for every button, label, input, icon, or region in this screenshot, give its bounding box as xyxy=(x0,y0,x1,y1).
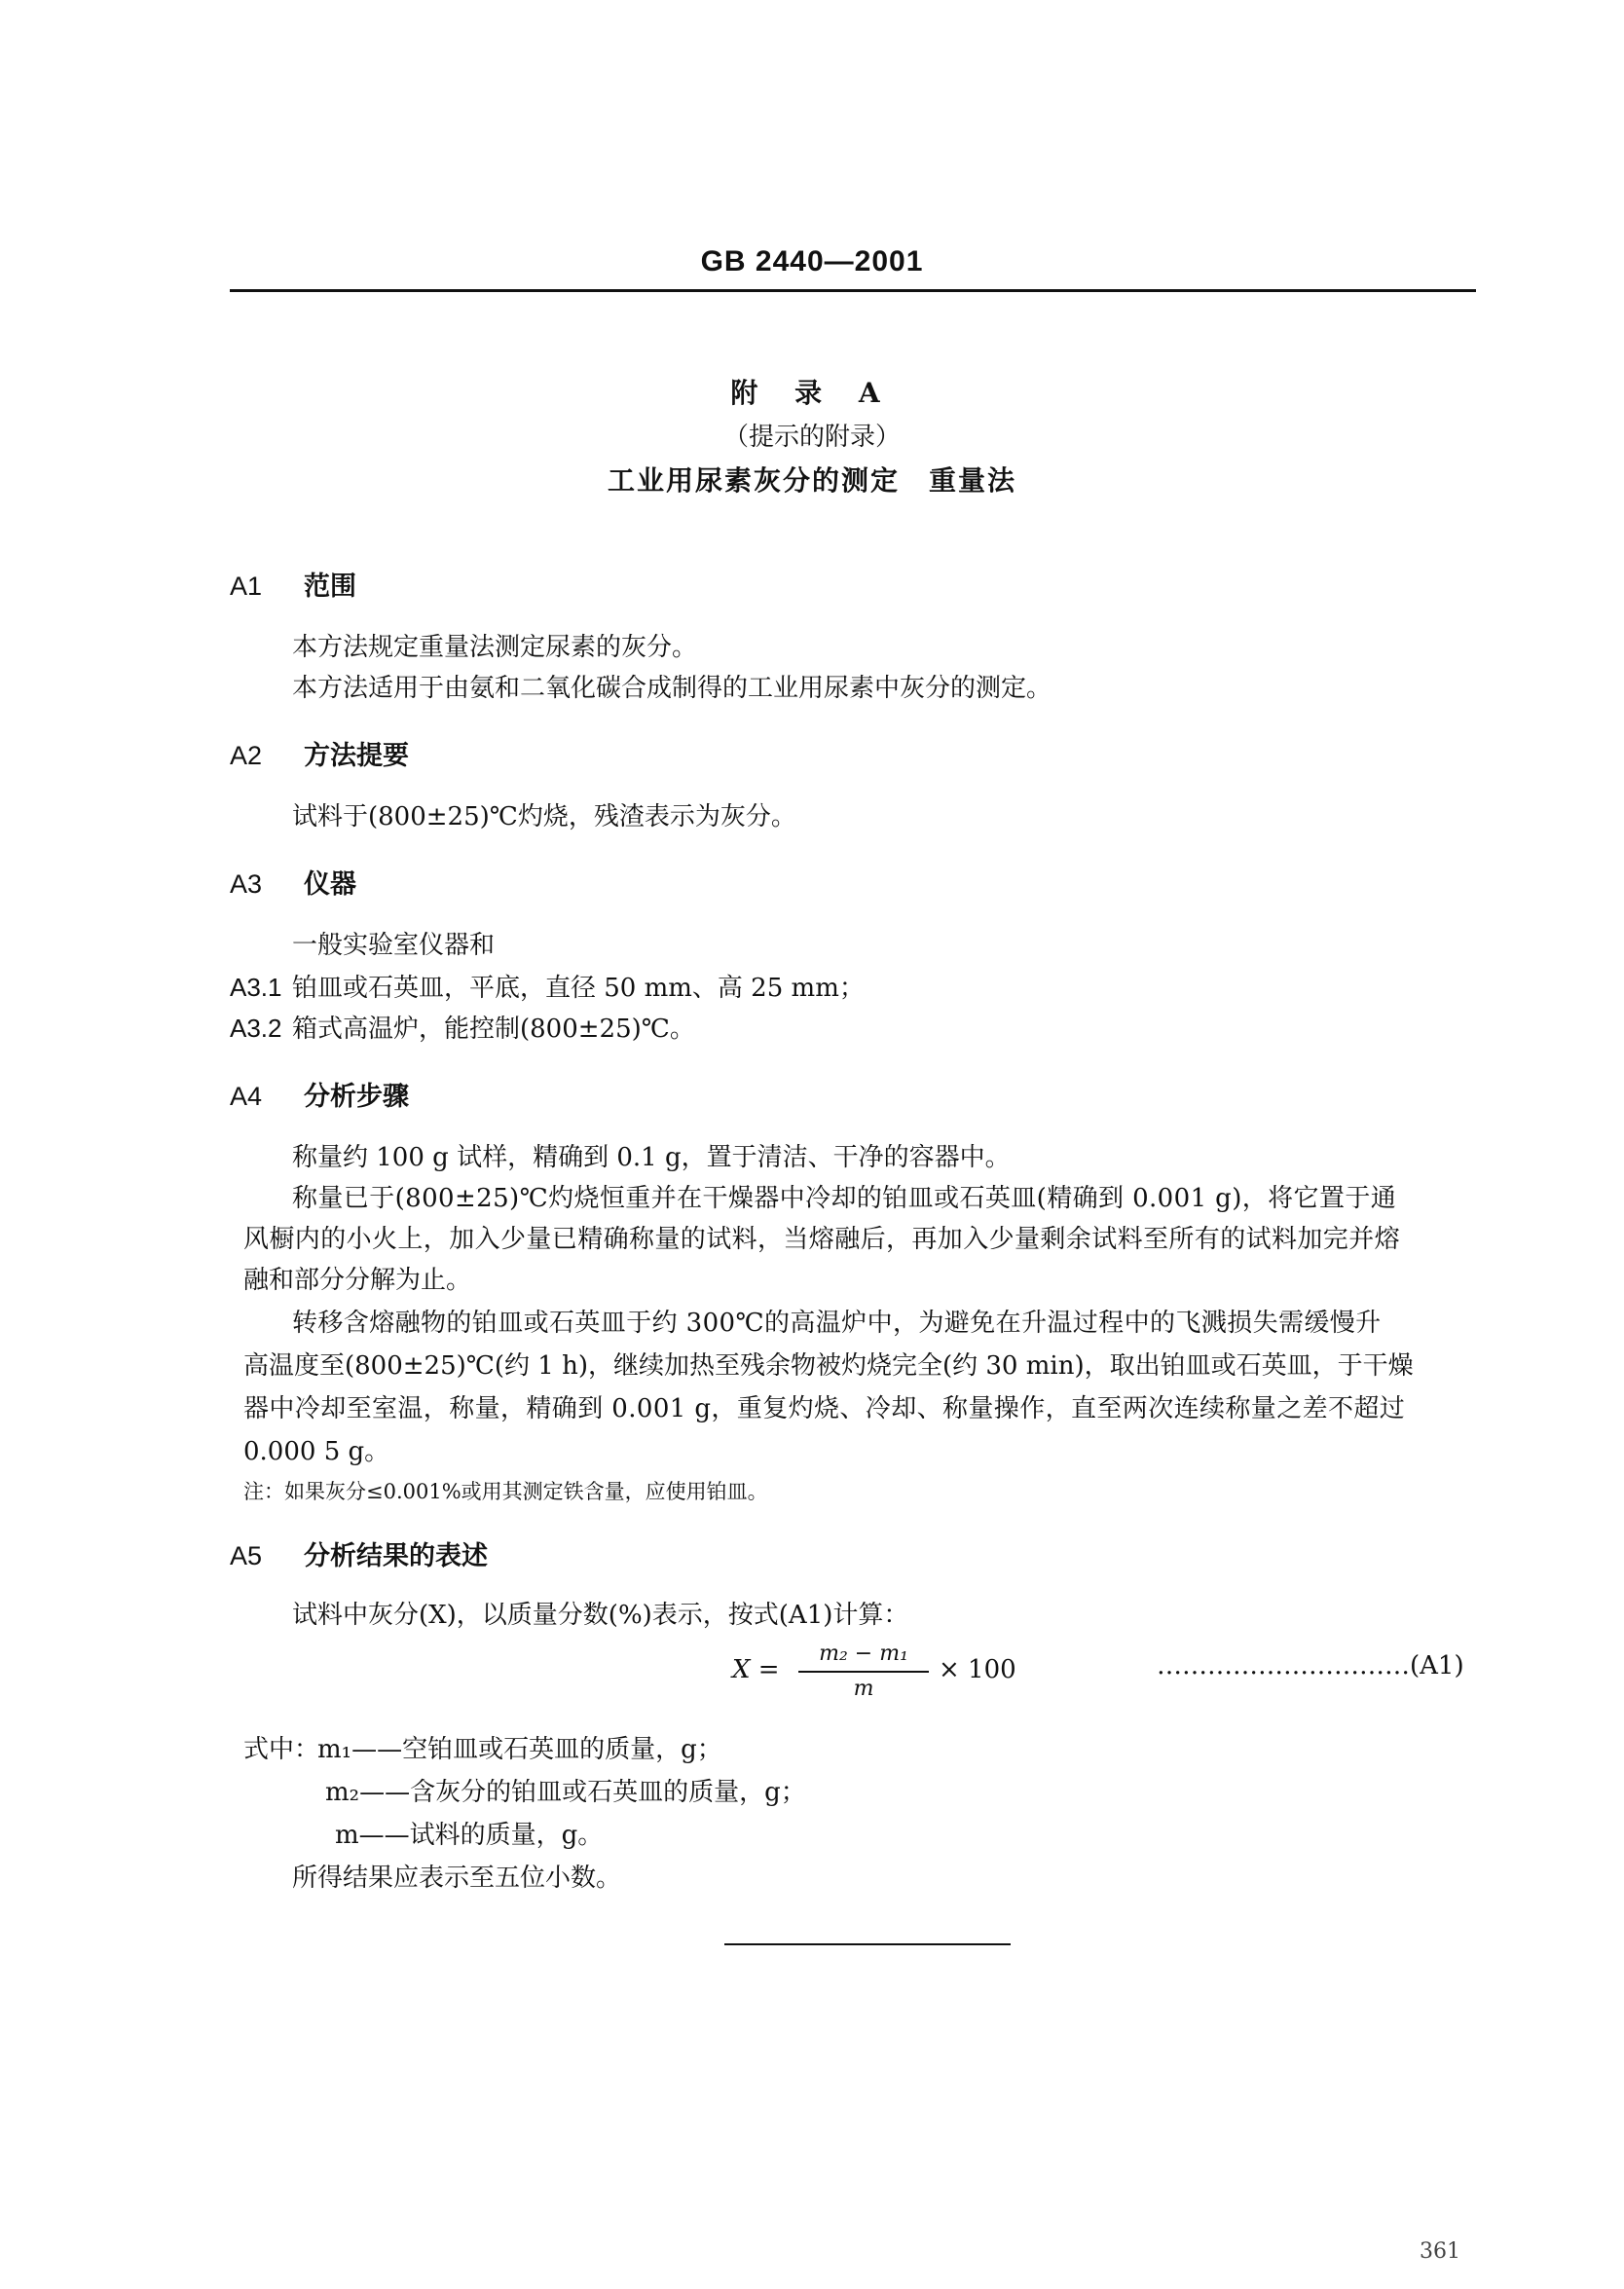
paragraph-line: 高温度至(800±25)℃(约 1 h)，继续加热至残余物被灼烧完全(约 30 min)，取出铂皿或石英皿，于干燥 xyxy=(243,1351,1414,1381)
section-number: A3 xyxy=(230,869,263,899)
subclause-number: A3.2 xyxy=(230,1014,282,1043)
section-title: 仪器 xyxy=(304,869,356,900)
paragraph-line: 转移含熔融物的铂皿或石英皿于约 300℃的高温炉中，为避免在升温过程中的飞溅损失需缓慢升 xyxy=(292,1309,1382,1338)
formula-numerator: m₂ − m₁ xyxy=(819,1642,908,1666)
paragraph: 本方法适用于由氨和二氧化碳合成制得的工业用尿素中灰分的测定。 xyxy=(292,674,1052,703)
result-statement: 所得结果应表示至五位小数。 xyxy=(292,1864,622,1893)
header-rule xyxy=(230,289,1476,292)
section-number: A5 xyxy=(230,1541,263,1570)
formula-denominator: m xyxy=(853,1677,874,1701)
section-a5-heading xyxy=(230,1534,488,1572)
section-a2-heading xyxy=(230,734,409,772)
note: 注：如果灰分≤0.001%或用其测定铁含量，应使用铂皿。 xyxy=(243,1480,768,1503)
section-a1-heading xyxy=(230,565,356,603)
page-number: 361 xyxy=(1420,2239,1460,2264)
variable-m1: m₁——空铂皿或石英皿的质量，g； xyxy=(317,1735,722,1764)
paragraph-line: 0.000 5 g。 xyxy=(243,1437,390,1466)
paragraph-line: 器中冷却至室温，称量，精确到 0.001 g，重复灼烧、冷却、称量操作，直至两次连续称量之差不超过 xyxy=(243,1394,1406,1423)
variable-m: m——试料的质量，g。 xyxy=(335,1821,604,1850)
section-title: 方法提要 xyxy=(304,741,409,771)
formula-lhs: X = xyxy=(732,1655,780,1684)
appendix-heading: 工业用尿素灰分的测定 重量法 xyxy=(607,464,1016,497)
variable-m2: m₂——含灰分的铂皿或石英皿的质量，g； xyxy=(325,1778,806,1807)
paragraph: 本方法规定重量法测定尿素的灰分。 xyxy=(292,633,698,662)
section-title: 分析结果的表述 xyxy=(304,1541,488,1571)
paragraph: 试料中灰分(X)，以质量分数(%)表示，按式(A1)计算： xyxy=(292,1601,909,1630)
paragraph-line: 风橱内的小火上，加入少量已精确称量的试料，当熔融后，再加入少量剩余试料至所有的试料加完并熔 xyxy=(243,1225,1401,1254)
fraction-bar xyxy=(798,1671,929,1673)
paragraph: 试料于(800±25)℃灼烧，残渣表示为灰分。 xyxy=(292,802,796,831)
section-number: A2 xyxy=(230,741,263,770)
standard-code: GB 2440—2001 xyxy=(700,245,924,277)
paragraph: 一般实验室仪器和 xyxy=(292,931,496,960)
formula-reference: …………………………(A1) xyxy=(1157,1651,1464,1680)
appendix-title: 附 录 A xyxy=(730,377,894,409)
section-a3-heading xyxy=(230,863,356,901)
subclause-number: A3.1 xyxy=(230,973,282,1002)
subclause-text: 箱式高温炉，能控制(800±25)℃。 xyxy=(292,1015,695,1044)
section-a4-heading xyxy=(230,1075,409,1113)
appendix-subtitle: （提示的附录） xyxy=(722,423,901,452)
subclause-a3-1 xyxy=(230,968,865,1004)
paragraph-line: 融和部分分解为止。 xyxy=(243,1266,472,1295)
formula-rhs: × 100 xyxy=(939,1655,1016,1684)
section-number: A4 xyxy=(230,1082,263,1111)
subclause-a3-2 xyxy=(230,1009,695,1045)
paragraph: 称量约 100 g 试样，精确到 0.1 g，置于清洁、干净的容器中。 xyxy=(292,1143,1011,1172)
subclause-text: 铂皿或石英皿，平底，直径 50 mm、高 25 mm； xyxy=(292,974,865,1003)
section-title: 分析步骤 xyxy=(304,1082,409,1112)
section-title: 范围 xyxy=(304,572,356,602)
paragraph-line: 称量已于(800±25)℃灼烧恒重并在干燥器中冷却的铂皿或石英皿(精确到 0.001 g)，将它置于通 xyxy=(292,1184,1397,1213)
end-rule xyxy=(724,1943,1011,1945)
where-label: 式中： xyxy=(243,1735,320,1764)
section-number: A1 xyxy=(230,572,263,601)
